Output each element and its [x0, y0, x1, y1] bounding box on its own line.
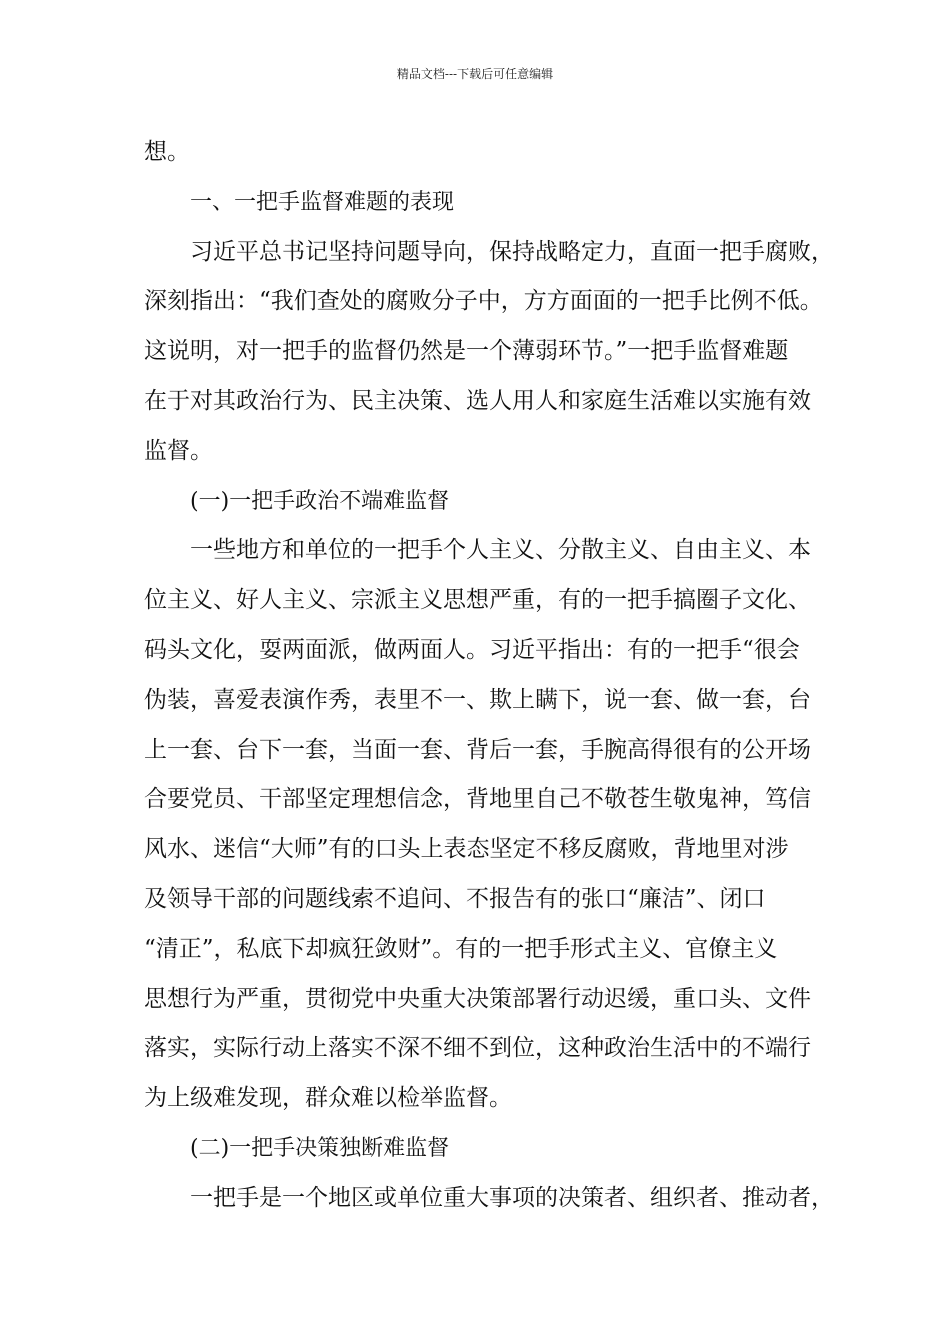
text-line: 这说明，对一把手的监督仍然是一个薄弱环节。”一把手监督难题 [144, 338, 789, 365]
text-line: 深刻指出：“我们查处的腐败分子中，方方面面的一把手比例不低。 [144, 288, 823, 315]
text-line: 位主义、好人主义、宗派主义思想严重，有的一把手搞圈子文化、 [144, 587, 811, 614]
text-line: 习近平总书记坚持问题导向，保持战略定力，直面一把手腐败， [190, 238, 834, 265]
text-line: 伪装，喜爱表演作秀，表里不一、欺上瞒下，说一套、做一套，台 [144, 686, 811, 713]
section-heading: (二)一把手决策独断难监督 [190, 1135, 450, 1161]
text-line: 合要党员、干部坚定理想信念，背地里自己不敬苍生敬鬼神，笃信 [144, 786, 811, 813]
document-body [144, 128, 834, 1224]
page-header: 精品文档---下载后可任意编辑 [396, 67, 554, 81]
text-line: 在于对其政治行为、民主决策、选人用人和家庭生活难以实施有效 [144, 387, 811, 414]
text-line: 一些地方和单位的一把手个人主义、分散主义、自由主义、本 [190, 537, 811, 564]
text-line: 思想行为严重，贯彻党中央重大决策部署行动迟缓，重口头、文件 [144, 985, 811, 1012]
text-line: 上一套、台下一套，当面一套、背后一套，手腕高得很有的公开场 [144, 736, 811, 763]
text-line: “清正”，私底下却疯狂敛财”。有的一把手形式主义、官僚主义 [144, 935, 778, 962]
text-line: 码头文化，耍两面派，做两面人。习近平指出：有的一把手“很会 [144, 636, 800, 663]
section-heading: (一)一把手政治不端难监督 [190, 488, 450, 514]
section-heading: 一、一把手监督难题的表现 [190, 189, 455, 215]
text-line: 风水、迷信“大师”有的口头上表态坚定不移反腐败，背地里对涉 [144, 836, 789, 863]
text-line: 为上级难发现，群众难以检举监督。 [144, 1085, 512, 1112]
text-line: 及领导干部的问题线索不追问、不报告有的张口“廉洁”、闭口 [144, 885, 766, 912]
text-line: 监督。 [144, 437, 213, 464]
text-line: 想。 [144, 139, 190, 165]
text-line: 一把手是一个地区或单位重大事项的决策者、组织者、推动者， [190, 1184, 834, 1211]
text-line: 落实，实际行动上落实不深不细不到位，这种政治生活中的不端行 [144, 1035, 811, 1062]
